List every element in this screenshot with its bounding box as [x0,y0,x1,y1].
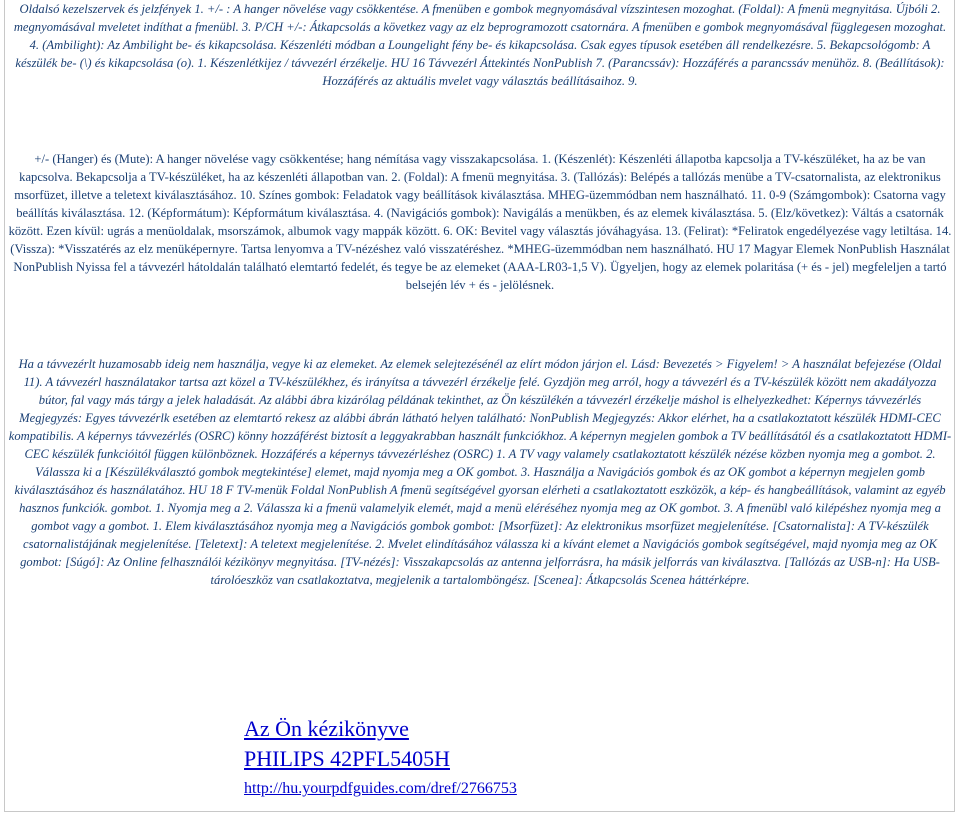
url-link[interactable]: http://hu.yourpdfguides.com/dref/2766753 [244,780,517,797]
manual-link[interactable]: Az Ön kézikönyve [244,716,409,741]
paragraph-remote-usage: Ha a távvezérlt huzamosabb ideig nem használja, vegye ki az elemeket. Az elemek selejtezésénél az elírt módon járjon el. Lásd: Bevezetés > Figyelem! > A használat befejezése (Oldal 11). A távvezérl használatakor tartsa azt közel a TV-készülékhez, és irányítsa a távvezérl érzékelje felé. Gyzdjön meg arról, hogy a távvezérl és a TV-készülék között nem akadályozza bútor, fal vagy más tárgy a jelek haladását. Az alábbi ábra kizárólag példának tekinthet, az Ön készülékén a távvezérl érzékelje máshol is elhelyezkedhet: Képernys távvezérlés Megjegyzés: Egyes távvezérlk esetében az elemtartó rekesz az alábbi ábrán látható helyen található: NonPublish Megjegyzés: Akkor elérhet, ha a csatlakoztatott készülék HDMI-CEC kompatibilis. A képernys távvezérlés (OSRC) könny hozzáférést biztosít a leggyakrabban használt funkciókhoz. A képernyn megjelen gombok a TV beállításától és a csatlakoztatott HDMI-CEC készülék funkcióitól függen különböznek. Hozzáférés a képernys távvezérléshez (OSRC) 1. A TV vagy valamely csatlakoztatott készülék nézése közben nyomja meg a gombot. 2. Válassza ki a [Készülékválasztó gombok megtekintése] elemet, majd nyomja meg a OK gombot. 3. Használja a Navigációs gombok és az OK gombot a képernyn megjelen gomb kiválasztásához és használatához. HU 18 F TV-menük Foldal NonPublish A fmenü segítségével gyorsan elérheti a csatlakoztatott eszközök, a kép- és hangbeállítások, valamint az egyéb hasznos funkciók. gombot. 1. Nyomja meg a 2. Válassza ki a fmenü valamelyik elemét, majd a menü eléréséhez nyomja meg az OK gombot. 3. A fmenübl való kilépéshez nyomja meg a gombot vagy a gombot. 1. Elem kiválasztásához nyomja meg a Navigációs gombok gombot: [Msorfüzet]: Az elektronikus msorfüzet megjelenítése. [Csatornalista]: A TV-készülék csatornalistájának megjelenítése. [Teletext]: A teletext megjelenítése. 2. Mvelet elindításához válassza ki a kívánt elemet a Navigációs gombok segítségével, majd nyomja meg az OK gombot: [Súgó]: Az Online felhasználói kézikönyv megnyitása. [TV-nézés]: Visszakapcsolás az antenna jelforrásra, ha másik jelforrás van kiválasztva. [Tallózás az USB-n]: Ha USB-tárolóeszköz van csatlakoztatva, megjelenik a tartalomböngész. [Scenea]: Átkapcsolás Scenea háttérképre. [8,357,952,587]
product-link[interactable]: PHILIPS 42PFL5405H [244,746,450,771]
paragraph-side-controls: Oldalsó kezelszervek és jelzfények 1. +/- : A hanger növelése vagy csökkentése. A fmenüben e gombok megnyomásával vízszintesen mozoghat. (Foldal): A fmenü megnyitása. Újbóli 2. megnyomásával mveletet indíthat a fmenübl. 3. P/CH +/-: Átkapcsolás a következ vagy az elz beprogramozott csatornára. A fmenüben e gombok megnyomásával függlegesen mozoghat. 4. (Ambilight): Az Ambilight be- és kikapcsolása. Készenléti módban a Loungelight fény be- és kikapcsolása. Csak egyes típusok esetében áll rendelkezésre. 5. Bekapcsológomb: A készülék be- (\) és kikapcsolása (o). 1. Készenlétkijez / távvezérl érzékelje. HU 16 Távvezérl Áttekintés NonPublish 7. (Parancssáv): Hozzáférés a parancssáv menühöz. 8. (Beállítások): Hozzáférés az aktuális mvelet vagy választás beállításaihoz. 9. [13,2,947,88]
paragraph-remote-buttons: +/- (Hanger) és (Mute): A hanger növelése vagy csökkentése; hang némítása vagy visszakapcsolása. 1. (Készenlét): Készenléti állapotba kapcsolja a TV-készüléket, ha az be van kapcsolva. Bekapcsolja a TV-készüléket, ha az készenléti állapotban van. 2. (Foldal): A fmenü megnyitása. 3. (Tallózás): Belépés a tallózás menübe a TV-csatornalista, az elektronikus msorfüzet, illetve a teletext kiválasztásához. 10. Színes gombok: Feladatok vagy beállítások kiválasztása. MHEG-üzemmódban nem használható. 11. 0-9 (Számgombok): Csatorna vagy beállítás kiválasztása. 12. (Képformátum): Képformátum kiválasztása. 4. (Navigációs gombok): Navigálás a menükben, és az elemek kiválasztása. 5. (Elz/következ): Váltás a csatornák között. Ezen kívül: ugrás a menüoldalak, msorszámok, albumok vagy mappák között. 6. OK: Bevitel vagy választás jóváhagyása. 13. (Felirat): *Feliratok engedélyezése vagy letiltása. 14. (Vissza): *Visszatérés az elz menüképernyre. Tartsa lenyomva a TV-nézéshez való visszatéréshez. *MHEG-üzemmódban nem használható. HU 17 Magyar Elemek NonPublish Használat NonPublish Nyissa fel a távvezérl hátoldalán található elemtartó fedelét, és tegye be az elemeket (AAA-LR03-1,5 V). Ügyeljen, hogy az elemek polaritása (+ és - jel) megfeleljen a tartó belsején lév + és - jelölésnek. [8,152,952,292]
footer-links [244,714,804,800]
